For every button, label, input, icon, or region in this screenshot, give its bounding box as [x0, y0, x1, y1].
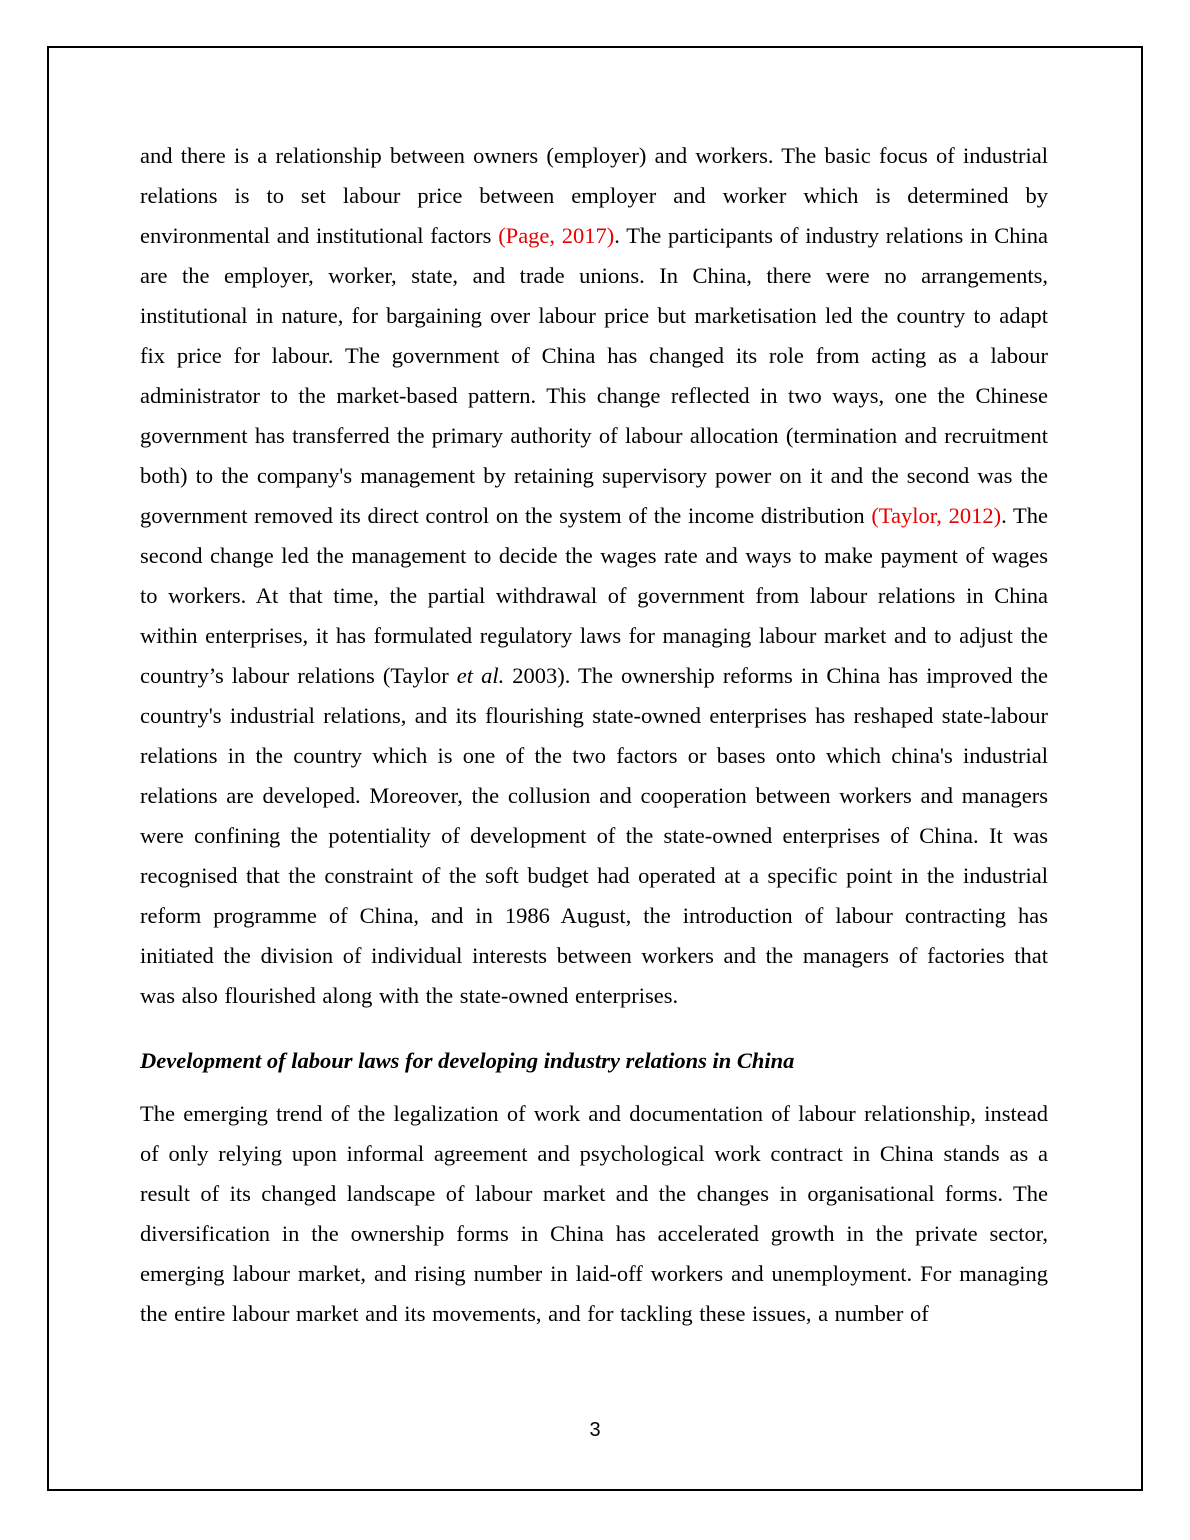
- body-paragraph-1: [140, 136, 1048, 1016]
- text-run: . The participants of industry relations in China are the employer, worker, state, and trade unions. In China, there were no arrangements, institutional in nature, for bargaining over labour price but marketisation led the country to adapt fix price for labour. The government of China has changed its role from acting as a labour administrator to the market-based pattern. This change reflected in two ways, one the Chinese government has transferred the primary authority of labour allocation (termination and recruitment both) to the company's management by retaining supervisory power on it and the second was the government removed its direct control on the system of the income distribution: [140, 223, 1048, 528]
- citation-reference: (Page, 2017): [498, 223, 615, 248]
- text-run: 2003). The ownership reforms in China has improved the country's industrial relations, and its flourishing state-owned enterprises has reshaped state-labour relations in the country which is one of the two factors or bases onto which china's industrial relations are developed. Moreover, the collusion and cooperation between workers and managers were confining the potentiality of development of the state-owned enterprises of China. It was recognised that the constraint of the soft budget had operated at a specific point in the industrial reform programme of China, and in 1986 August, the introduction of labour contracting has initiated the division of individual interests between workers and the managers of factories that was also flourished along with the state-owned enterprises.: [140, 663, 1049, 1008]
- document-content: [140, 136, 1048, 1334]
- citation-reference: (Taylor, 2012): [871, 503, 1002, 528]
- page-number: 3: [589, 1419, 601, 1441]
- text-run: The emerging trend of the legalization of work and documentation of labour relationship, instead of only relying upon informal agreement and psychological work contract in China stands as a result of its changed landscape of labour market and the changes in organisational forms. The diversification in the ownership forms in China has accelerated growth in the private sector, emerging labour market, and rising number in laid-off workers and unemployment. For managing the entire labour market and its movements, and for tackling these issues, a number of: [140, 1101, 1048, 1326]
- text-run: and there is a relationship between owners (employer) and workers. The basic focus of industrial relations is to set labour price between employer and worker which is determined by environmental and institutional factors: [140, 143, 1048, 248]
- text-run: et al.: [456, 663, 505, 688]
- body-paragraph-2: [140, 1094, 1048, 1334]
- text-run: . The second change led the management to decide the wages rate and ways to make payment of wages to workers. At that time, the partial withdrawal of government from labour relations in China within enterprises, it has formulated regulatory laws for managing labour market and to adjust the country’s labour relations (Taylor: [140, 503, 1049, 688]
- section-heading: Development of labour laws for developing industry relations in China: [140, 1048, 795, 1073]
